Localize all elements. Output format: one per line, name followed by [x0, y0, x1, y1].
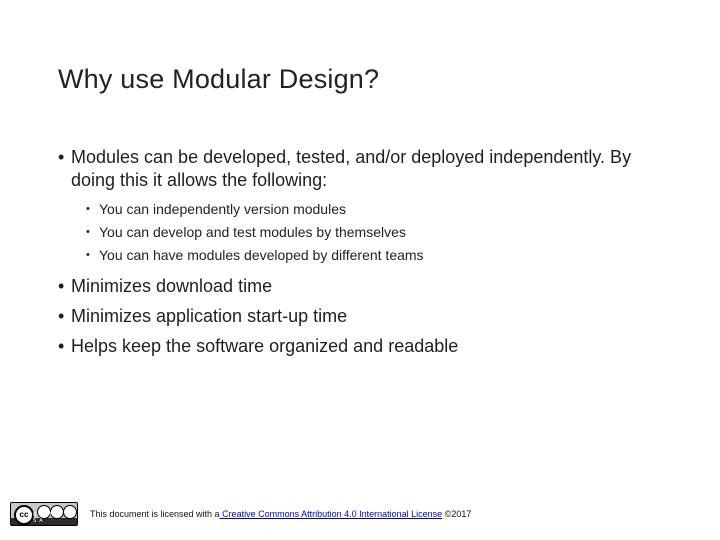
sub-bullet-glyph: •	[86, 203, 90, 215]
sub-bullet-item	[86, 198, 678, 221]
bullet-item	[58, 146, 678, 192]
bullet-glyph: •	[58, 276, 65, 296]
sub-bullet-text: You can have modules developed by different teams	[99, 247, 424, 263]
bullet-text: Helps keep the software organized and readable	[71, 336, 459, 356]
sub-bullet-glyph: •	[86, 249, 90, 261]
bullet-text: Modules can be developed, tested, and/or deployed independently. By doing this it allows the following:	[71, 147, 632, 190]
bullet-text: Minimizes application start-up time	[71, 306, 348, 326]
footer	[10, 502, 710, 526]
bullet-item	[58, 305, 678, 328]
bullet-glyph: •	[58, 336, 65, 356]
slide-title: Why use Modular Design?	[58, 64, 380, 94]
cc-license-badge-icon[interactable]	[10, 502, 78, 526]
license-link[interactable]: Creative Commons Attribution 4.0 International License	[219, 509, 443, 519]
sub-bullet-list	[86, 198, 678, 267]
bullet-glyph: •	[58, 147, 65, 167]
sub-bullet-text: You can develop and test modules by themselves	[99, 224, 406, 240]
bullet-text: Minimizes download time	[71, 276, 273, 296]
license-prefix: This document is licensed with a	[90, 509, 220, 519]
sub-bullet-item	[86, 221, 678, 244]
license-notice	[90, 509, 471, 519]
bullet-list	[58, 146, 678, 365]
sub-bullet-glyph: •	[86, 226, 90, 238]
badge-strip-text: BY NC SA	[33, 512, 64, 524]
bullet-glyph: •	[58, 306, 65, 326]
bullet-item	[58, 335, 678, 358]
sub-bullet-item	[86, 244, 678, 267]
sub-bullet-text: You can independently version modules	[99, 201, 346, 217]
cc-icon: cc	[14, 505, 34, 525]
license-suffix: ©2017	[442, 509, 472, 519]
bullet-item	[58, 275, 678, 298]
